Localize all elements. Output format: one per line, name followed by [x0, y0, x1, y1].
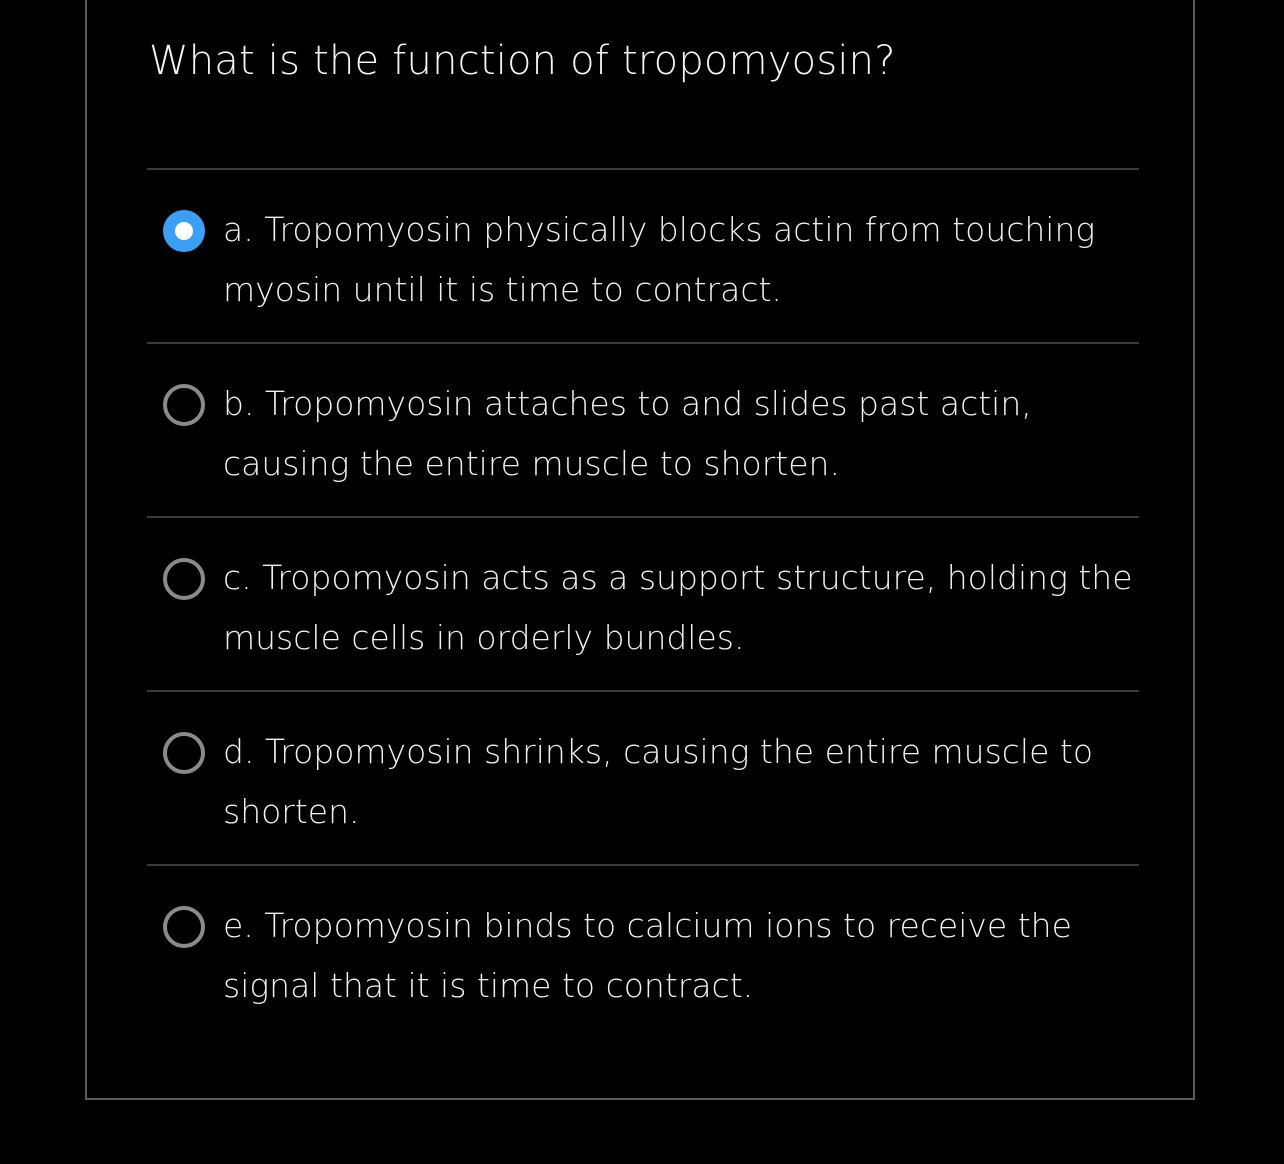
radio-unselected-icon[interactable]: [163, 906, 205, 948]
radio-unselected-icon[interactable]: [163, 558, 205, 600]
answer-option-d[interactable]: [147, 692, 1139, 864]
question-title: What is the function of tropomyosin?: [149, 38, 896, 84]
quiz-card: [85, 0, 1195, 1100]
answer-option-label: d. Tropomyosin shrinks, causing the entire muscle to shorten.: [223, 732, 1094, 831]
radio-unselected-icon[interactable]: [163, 384, 205, 426]
answer-option-e[interactable]: [147, 866, 1139, 1038]
answer-option-label: a. Tropomyosin physically blocks actin from touching myosin until it is time to contract.: [223, 210, 1096, 309]
radio-unselected-icon[interactable]: [163, 732, 205, 774]
radio-selected-icon[interactable]: [163, 210, 205, 252]
answer-option-label: e. Tropomyosin binds to calcium ions to receive the signal that it is time to contract.: [223, 906, 1072, 1005]
answer-option-label: b. Tropomyosin attaches to and slides past actin, causing the entire muscle to shorten.: [223, 384, 1032, 483]
answer-options: [147, 168, 1139, 1038]
answer-option-label: c. Tropomyosin acts as a support structure, holding the muscle cells in orderly bundles.: [223, 558, 1133, 657]
answer-option-b[interactable]: [147, 344, 1139, 516]
answer-option-c[interactable]: [147, 518, 1139, 690]
answer-option-a[interactable]: [147, 170, 1139, 342]
